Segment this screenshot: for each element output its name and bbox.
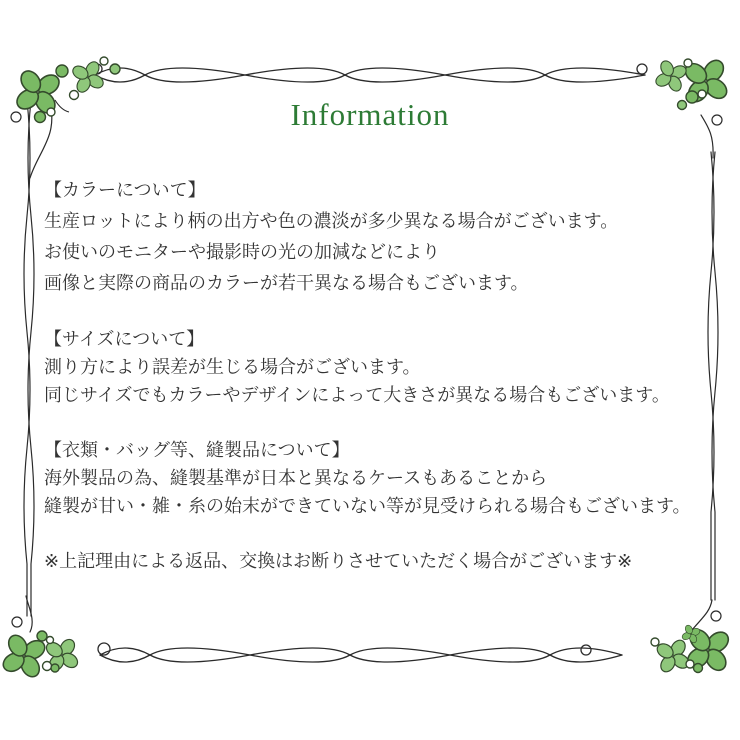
section-sewing-line-2: 縫製が甘い・雑・糸の始末ができていない等が見受けられる場合もございます。: [44, 496, 691, 516]
section-color: [44, 175, 712, 299]
border-bottom: [98, 643, 622, 662]
section-size: [44, 325, 712, 409]
page-title: Information: [290, 97, 450, 132]
section-color-line-2: お使いのモニターや撮影時の光の加減などにより: [44, 242, 440, 262]
clover-ornament-bottom-right: [651, 622, 733, 676]
clover-ornament-bottom-left: [0, 629, 82, 683]
section-color-heading: 【カラーについて】: [44, 180, 206, 200]
section-size-line-2: 同じサイズでもカラーやデザインによって大きさが異なる場合もございます。: [44, 385, 670, 405]
notice-content: [44, 175, 712, 575]
section-sewing: [44, 436, 712, 520]
return-policy-note: ※上記理由による返品、交換はお断りさせていただく場合がございます※: [44, 551, 633, 571]
section-size-heading: 【サイズについて】: [44, 329, 205, 349]
section-color-line-3: 画像と実際の商品のカラーが若干異なる場合もございます。: [44, 273, 529, 293]
section-color-line-1: 生産ロットにより柄の出方や色の濃淡が多少異なる場合がございます。: [44, 211, 619, 231]
border-top: [92, 64, 647, 82]
section-sewing-line-1: 海外製品の為、縫製基準が日本と異なるケースもあることから: [44, 468, 548, 488]
section-sewing-heading: 【衣類・バッグ等、縫製品について】: [44, 440, 350, 460]
section-size-line-1: 測り方により誤差が生じる場合がございます。: [44, 357, 421, 377]
